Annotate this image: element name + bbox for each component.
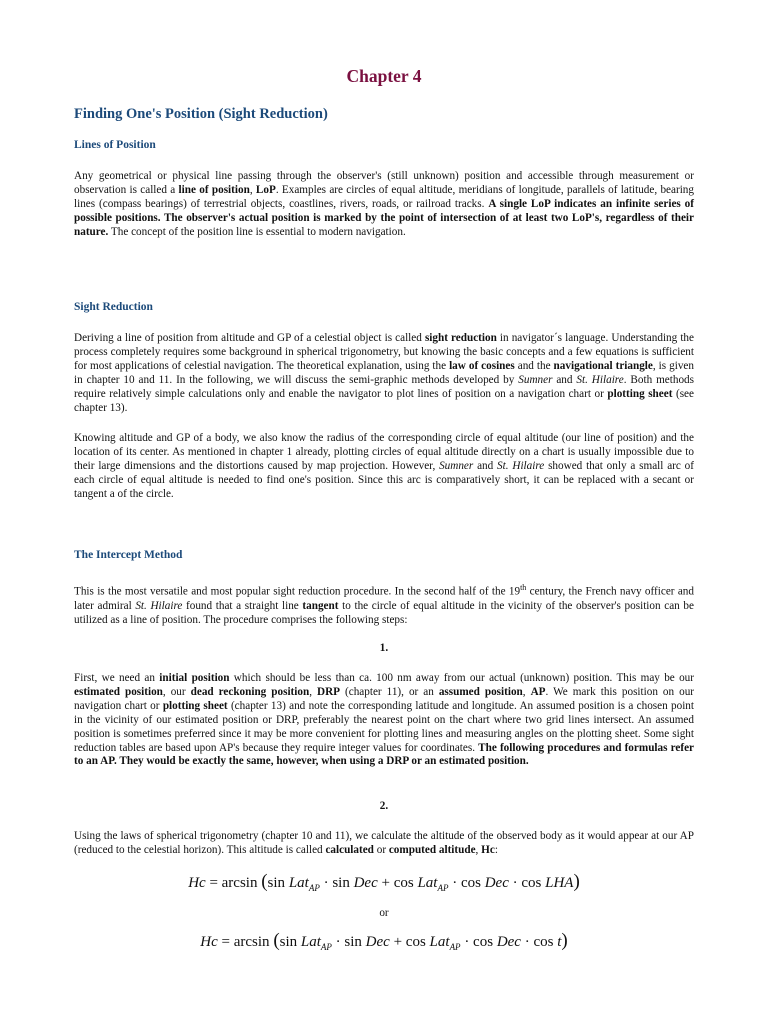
- paragraph-intercept-intro: This is the most versatile and most popular sight reduction procedure. In the second half of the 19th century, the French navy officer and later admiral St. Hilaire found that a straight line tangent to the circle of equal altitude in the vicinity of the observer's position can be utilized as a line of position. The procedure comprises the following steps:: [74, 583, 694, 626]
- paragraph-step-1: First, we need an initial position which should be less than ca. 100 nm away from our actual (unknown) position. This may be our estimated position, our dead reckoning position, DRP (chapter 11), or an assumed position, AP. We mark this position on our navigation chart or plotting sheet (chapter 13) and note the corresponding latitude and longitude. An assumed position is a chosen point in the vicinity of our estimated position or DRP, preferably the nearest point on the chart where two grid lines intersect. An assumed position is sometimes preferred since it may be more convenient for plotting lines and measuring angles on the plotting sheet. Some sight reduction tables are based upon AP's because they require integer values for coordinates. The following procedures and formulas refer to an AP. They would be exactly the same, however, when using a DRP or an estimated position.: [74, 672, 695, 768]
- page-title: Finding One's Position (Sight Reduction): [74, 106, 328, 122]
- paragraph-step-2: Using the laws of spherical trigonometry (chapter 10 and 11), we calculate the altitude of the observed body as it would appear at our AP (reduced to the celestial horizon). This altitude is called calculated or computed altitude, Hc:: [74, 830, 694, 856]
- paragraph-sight-reduction-1: Deriving a line of position from altitude and GP of a celestial object is called sight reduction in navigator´s language. Understanding the process completely requires some background in spherical trigonometry, but knowing the basic concepts and a few equations is sufficient for most applications of celestial navigation. The theoretical explanation, using the law of cosines and the navigational triangle, is given in chapter 10 and 11. In the following, we will discuss the semi-graphic methods developed by Sumner and St. Hilaire. Both methods require relatively simple calculations only and enable the navigator to plot lines of position on a navigation chart or plotting sheet (see chapter 13).: [74, 332, 694, 414]
- formula-or-label: or: [379, 907, 389, 919]
- paragraph-lines-of-position: Any geometrical or physical line passing through the observer's (still unknown) position and accessible through measurement or observation is called a line of position, LoP. Examples are circles of equal altitude, meridians of longitude, parallels of latitude, bearing lines (compass bearings) of terrestrial objects, coastlines, rivers, roads, or railroad tracks. A single LoP indicates an infinite series of possible positions. The observer's actual position is marked by the point of intersection of at least two LoP's, regardless of their nature. The concept of the position line is essential to modern navigation.: [74, 170, 694, 238]
- heading-sight-reduction: Sight Reduction: [74, 301, 153, 313]
- formula-hc-lha: Hc = arcsin (sin Lat$_{AP}$ · sin Dec + cos Lat$_{AP}$ · cos Dec · cos LHA): [188, 871, 580, 893]
- heading-lines-of-position: Lines of Position: [74, 139, 156, 151]
- heading-intercept-method: The Intercept Method: [74, 549, 183, 561]
- step-number-2: 2.: [379, 800, 389, 812]
- formula-hc-t: Hc = arcsin (sin Lat$_{AP}$ · sin Dec + cos Lat$_{AP}$ · cos Dec · cos t): [200, 930, 568, 952]
- step-number-1: 1.: [379, 642, 389, 654]
- chapter-title: Chapter 4: [346, 66, 422, 86]
- paragraph-sight-reduction-2: Knowing altitude and GP of a body, we also know the radius of the corresponding circle of equal altitude (our line of position) and the location of its center. As mentioned in chapter 1 already, plotting circles of equal altitude directly on a chart is usually impossible due to their large dimensions and the distortions caused by map projection. However, Sumner and St. Hilaire showed that only a small arc of each circle of equal altitude is needed to find one's position. Since this arc is comparatively short, it can be replaced with a secant or tangent a of the circle.: [74, 432, 695, 500]
